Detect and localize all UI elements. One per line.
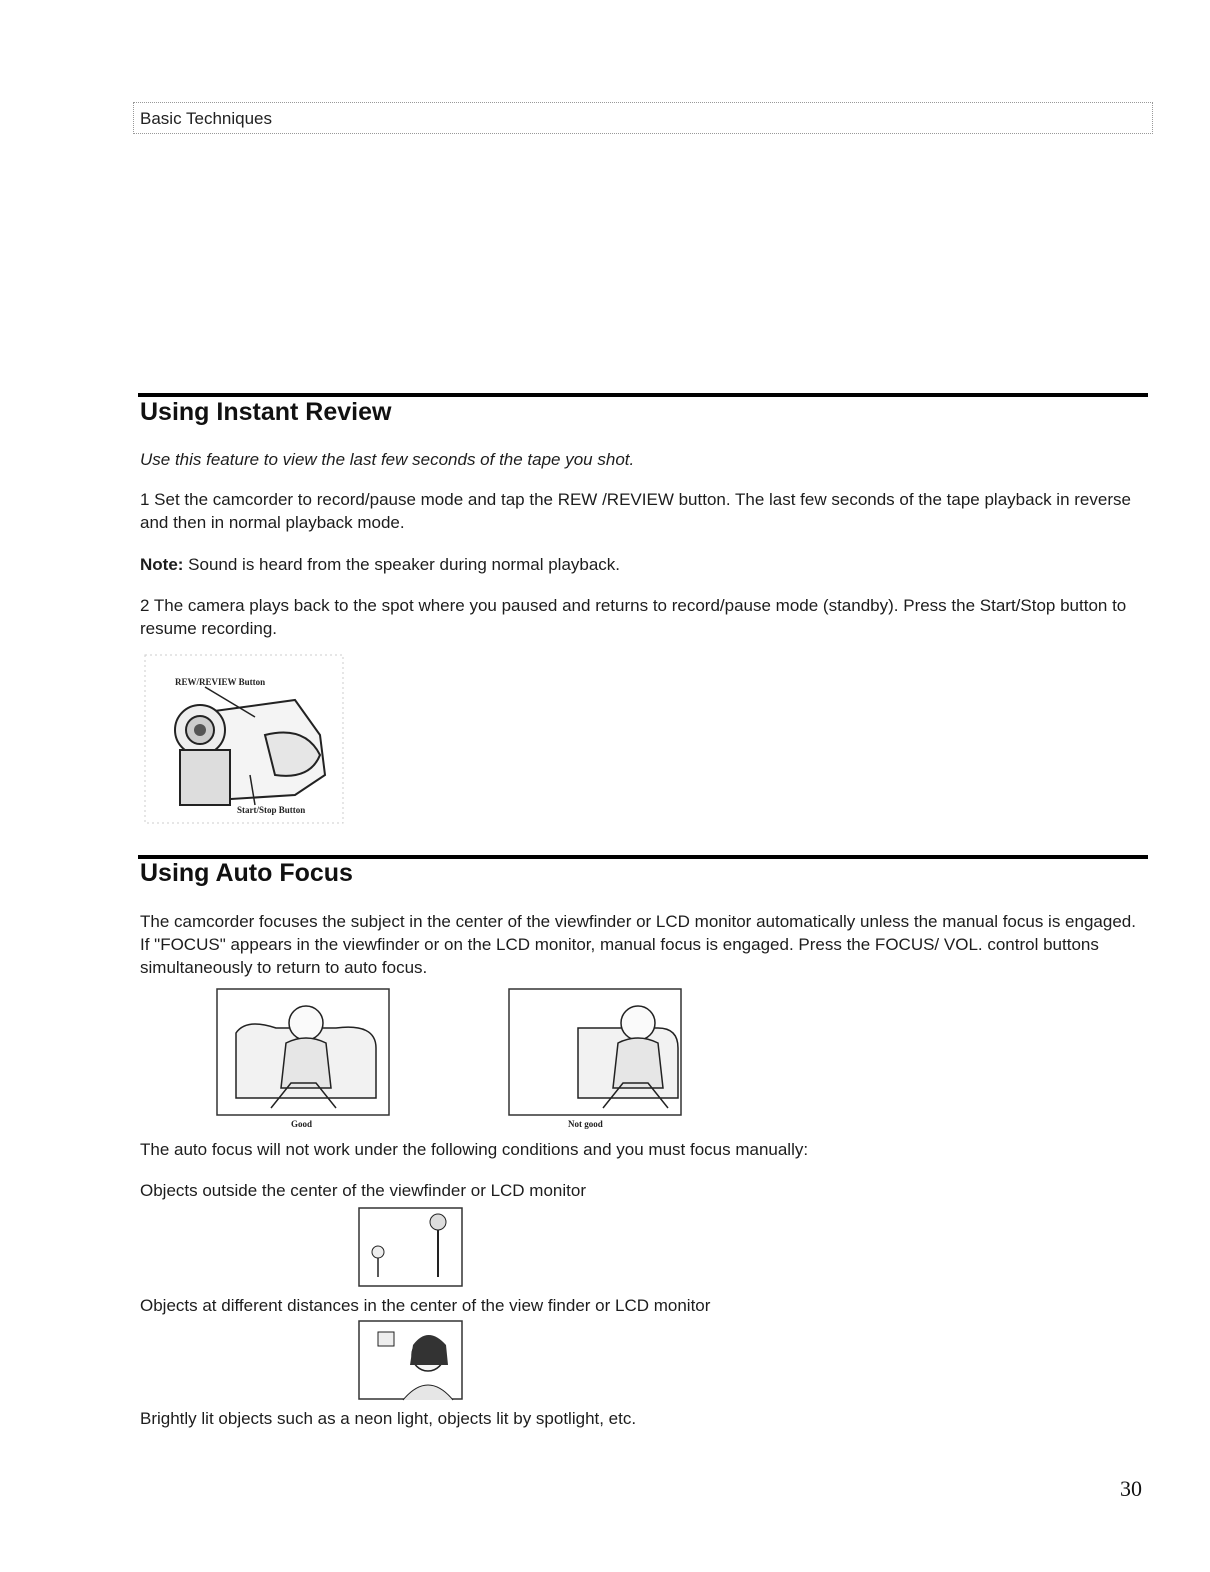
- instant-review-title: Using Instant Review: [140, 398, 392, 426]
- auto-focus-title: Using Auto Focus: [140, 859, 353, 887]
- condition-3: Brightly lit objects such as a neon light, objects lit by spotlight, etc.: [140, 1409, 637, 1428]
- instant-review-intro: Use this feature to view the last few seconds of the tape you shot.: [140, 450, 635, 469]
- section-rule: [138, 393, 1148, 397]
- focus-good-figure: [216, 988, 391, 1129]
- page-number: 30: [1120, 1476, 1142, 1501]
- instant-review-step1: 1 Set the camcorder to record/pause mode and tap the REW /REVIEW button. The last few seconds of the tape playback in reverse and then in normal playback mode.: [140, 490, 1131, 532]
- start-stop-label: Start/Stop Button: [237, 805, 306, 815]
- section-header: Basic Techniques: [140, 109, 272, 128]
- note-text: Sound is heard from the speaker during normal playback.: [183, 555, 621, 574]
- instant-review-note: [140, 553, 1140, 576]
- not-good-focus-illustration: [508, 988, 683, 1118]
- condition-1: Objects outside the center of the viewfinder or LCD monitor: [140, 1181, 586, 1200]
- not-good-caption: Not good: [568, 1119, 603, 1129]
- header-bar: [133, 102, 1153, 134]
- auto-focus-body: The camcorder focuses the subject in the center of the viewfinder or LCD monitor automatically unless the manual focus is engaged. If "FOCUS" appears in the viewfinder or on the LCD monitor, manual focus is engaged. Press the FOCUS/ VOL. control buttons simultaneously to return to auto focus.: [140, 912, 1136, 977]
- good-caption: Good: [291, 1119, 313, 1129]
- condition-2-figure: [358, 1320, 463, 1400]
- good-focus-illustration: [216, 988, 391, 1118]
- rew-review-label: REW/REVIEW Button: [175, 677, 266, 687]
- condition-1-figure: [358, 1207, 463, 1287]
- condition-2: Objects at different distances in the center of the view finder or LCD monitor: [140, 1296, 711, 1315]
- focus-not-good-figure: [508, 988, 683, 1129]
- instant-review-step2: 2 The camera plays back to the spot where you paused and returns to record/pause mode (standby). Press the Start/Stop button to resume recording.: [140, 596, 1127, 638]
- different-distance-illustration: [358, 1320, 463, 1400]
- off-center-illustration: [358, 1207, 463, 1287]
- camcorder-figure: [145, 655, 345, 825]
- note-label: Note:: [140, 555, 184, 574]
- conditions-intro: The auto focus will not work under the following conditions and you must focus manually:: [140, 1140, 809, 1159]
